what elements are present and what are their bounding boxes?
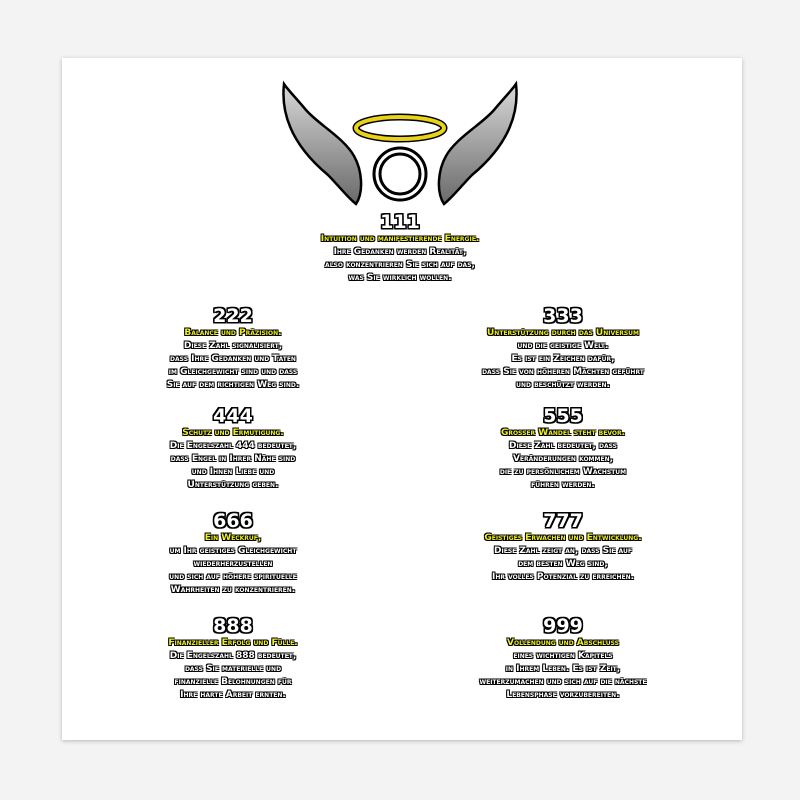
- angel-number: 444: [213, 405, 253, 427]
- angel-number: 333: [543, 305, 583, 327]
- angel-number: 111: [380, 211, 420, 233]
- section-text: und die geistige Welt.: [517, 341, 609, 351]
- section-text: Diese Zahl zeigt an, dass Sie auf: [494, 546, 632, 556]
- section-777: [398, 511, 728, 584]
- section-text: Diese Zahl signalisiert,: [183, 341, 283, 351]
- section-text: Unterstützung geben.: [187, 480, 279, 490]
- section-text: was Sie wirklich wollen.: [348, 273, 452, 283]
- section-666: [68, 511, 398, 597]
- angel-number: 555: [543, 405, 583, 427]
- angel-number: 999: [543, 615, 583, 637]
- section-text: Diese Zahl bedeutet, dass: [509, 441, 617, 451]
- section-headline: Balance und Präzision.: [184, 328, 282, 338]
- section-text: und beschützt werden.: [516, 380, 610, 390]
- section-headline: Intuition und manifestierende Energie.: [320, 234, 480, 244]
- section-111: [235, 212, 565, 285]
- section-headline: Finanzieller Erfolg und Fülle.: [168, 638, 298, 648]
- section-999: [398, 616, 728, 702]
- section-text: also konzentrieren Sie sich auf das,: [325, 260, 475, 270]
- section-text: dem besten Weg sind,: [518, 559, 608, 569]
- section-333: [398, 306, 728, 392]
- section-text: Wahrheiten zu konzentrieren.: [170, 585, 296, 595]
- section-text: Sie auf dem richtigen Weg sind.: [166, 380, 300, 390]
- section-222: [68, 306, 398, 392]
- section-headline: Unterstützung durch das Universum: [486, 328, 640, 338]
- angel-number: 666: [213, 510, 253, 532]
- section-text: dass Ihre Gedanken und Taten: [170, 354, 296, 364]
- section-text: weiterzumachen und sich auf die nächste: [479, 677, 647, 687]
- section-text: und sich auf höhere spirituelle: [169, 572, 297, 582]
- section-text: Lebensphase vorzubereiten.: [506, 690, 620, 700]
- section-text: Ihr volles Potenzial zu erreichen.: [491, 572, 635, 582]
- section-text: dass Sie von höheren Mächten geführt: [482, 367, 644, 377]
- section-text: Die Engelszahl 888 bedeutet,: [169, 651, 297, 661]
- section-headline: Grosser Wandel steht bevor.: [500, 428, 626, 438]
- section-text: in Ihrem Leben. Es ist Zeit,: [505, 664, 621, 674]
- section-headline: Ein Weckruf,: [204, 533, 262, 543]
- angel-number: 888: [213, 615, 253, 637]
- section-text: Veränderungen kommen,: [512, 454, 614, 464]
- section-888: [68, 616, 398, 702]
- section-text: um Ihr geistiges Gleichgewicht: [169, 546, 297, 556]
- section-555: [398, 406, 728, 492]
- angel-number: 222: [213, 305, 253, 327]
- section-text: eines wichtigen Kapitels: [513, 651, 613, 661]
- angel-wings-halo-icon: [278, 80, 522, 214]
- section-text: dass Sie materielle und: [184, 664, 282, 674]
- section-text: dass Engel in Ihrer Nähe sind: [170, 454, 296, 464]
- section-headline: Vollendung und Abschluss: [507, 638, 619, 648]
- section-text: im Gleichgewicht sind und dass: [168, 367, 298, 377]
- section-text: und Ihnen Liebe und: [191, 467, 275, 477]
- section-text: Ihre Gedanken werden Realität,: [333, 247, 467, 257]
- section-headline: Geistiges Erwachen und Entwicklung.: [484, 533, 642, 543]
- angel-number: 777: [543, 510, 583, 532]
- section-text: führen werden.: [531, 480, 595, 490]
- section-text: Die Engelszahl 444 bedeutet,: [169, 441, 297, 451]
- section-text: Ihre harte Arbeit ernten.: [180, 690, 286, 700]
- section-text: die zu persönlichem Wachstum: [499, 467, 627, 477]
- section-text: Es ist ein Zeichen dafür,: [511, 354, 615, 364]
- section-headline: Schutz und Ermutigung.: [182, 428, 284, 438]
- section-text: wiederherzustellen: [193, 559, 273, 569]
- section-text: finanzielle Belohnungen für: [174, 677, 292, 687]
- section-444: [68, 406, 398, 492]
